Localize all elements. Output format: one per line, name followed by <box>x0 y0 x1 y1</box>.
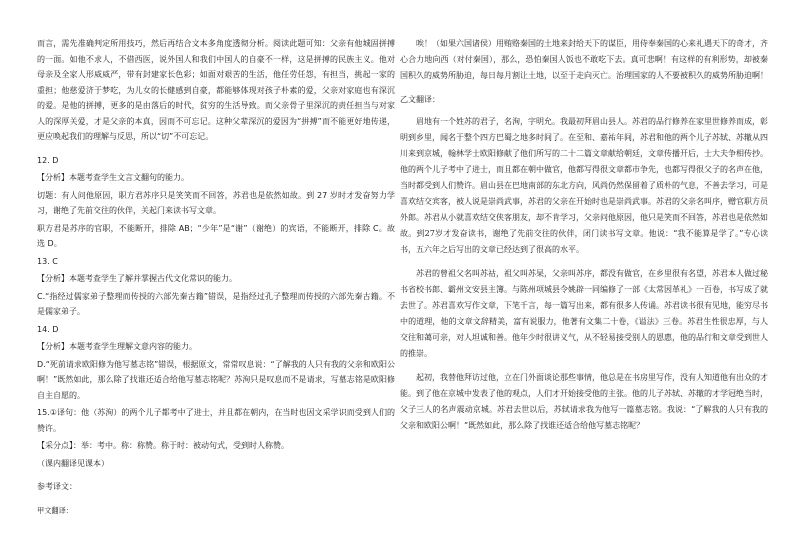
passage-b-paragraph-2: 苏君的曾祖父名叫苏祜，祖父叫苏杲，父亲叫苏序，都没有做官，在乡里很有名望，苏君本人做过秘书省校书郎、霸州文安县主簿。与陈州项城县令姚辟一同编修了一部《太常因革礼》一百卷，书写成了就去世了。苏君喜欢写作文章，下笔千言，每一篇写出来，都有很多人传诵。苏君读书很有见地，能穷尽书中的道理，他的文章文辞精美，富有说服力，他著有文集二十卷，《谥法》三卷。苏君生性很忠厚，与人交往和蔼可亲，对人坦诚和善。他年少时很讲义气，从不轻易接受别人的恩惠，他的品行和文章受到世人的推崇。 <box>400 269 768 358</box>
question-13-analysis: 【分析】本题考查学生了解并掌握古代文化常识的能力。 <box>37 274 237 283</box>
passage-b-paragraph-3: 起初，我替他拜访过他，立在门外面谈论那些事情，他总是在书房里写作，没有人知道他有出众的才能。到了他在京城中发表了他的观点，人们才开始接受他的主张。他的儿子苏轼、苏辙的才学冠绝当时，父子三人的名声震动京城。苏君去世以后，苏轼请求我为他写一篇墓志铭。我说：“了解我的人只有我的父亲和欧阳公啊！”既然如此，那么除了找谁还适合给他写墓志铭呢？ <box>400 373 768 430</box>
passage-a-translation: 唉！（如果六国诸侯）用贿赂秦国的土地来封给天下的谋臣，用侍奉秦国的心来礼遇天下的奇才，齐心合力地向西（对付秦国），那么，恐怕秦国人饭也不敢吃下去。真可悲啊！有这样的有利形势，却被秦国积久的威势所胁迫，每日每月割让土地，以至于走向灭亡。治理国家的人不要被积久的威势所胁迫啊！ <box>400 39 768 80</box>
question-13-number: 13. C <box>37 256 58 266</box>
answer-paragraph-1: 而言，需先准确判定所用技巧，然后再结合文本多角度透彻分析。阅读此题可知：父亲有他城固拼搏的一面。如他不求人，不借西医，说外国人和我们中国人的自豪不一样，这是拼搏的民族主义。他对母亲及全家人形威威严，带有封建家长色彩；如面对艰苦的生活，他任劳任怨，有担当，挑起一家的重担；他慈爱济于梦吃，为儿女的长健感到自豪，都能够体现对孩子朴素的爱，父亲对家庭也有深沉的爱。是他的拼搏，更多的是由落后的时代，贫穷的生活导致。而父亲骨子里深沉的责任担当与对家人的深厚关爱，才是父亲的本真，因而不可忘记。这种父辈深沉的爱因为“拼搏”而不能更好地传递，更应唤起我们的理解与反思，所以“切”不可忘记。 <box>37 39 395 141</box>
question-14-number: 14. D <box>37 324 59 334</box>
question-13-detail: C.“指经过儒家弟子整理而传授的六部先秦古籍”错误，是指经过孔子整理而传授的六部先秦古籍。不是儒家弟子。 <box>37 291 395 316</box>
question-15-scoring-points: 【采分点】：举：考中。称：称赞。称于时：被动句式，受到时人称赞。 <box>37 441 289 450</box>
question-12-number: 12. D <box>37 155 59 165</box>
question-12-detail-2: 职方君是苏序的官职，不能断开，排除 AB；“少年”是“谢”（谢绝）的宾语，不能断开，排除 C。故选 D。 <box>37 223 395 248</box>
question-15-note: （课内翻译见课本） <box>37 458 109 468</box>
left-column <box>37 36 395 536</box>
passage-a-heading: 甲文翻译： <box>37 505 73 515</box>
reference-translation-title: 参考译文： <box>37 482 77 491</box>
right-column <box>400 36 768 536</box>
question-14-analysis: 【分析】本题考查学生理解文意内容的能力。 <box>37 342 197 351</box>
question-12-analysis: 【分析】本题考查学生文言文翻句的能力。 <box>37 173 189 182</box>
question-14-detail: D.“死前请求欧阳修为他写墓志铭”错误，根据原文，常常叹息说：“了解我的人只有我的父亲和欧阳公啊！”既然如此，那么除了找谁还适合给他写墓志铭呢？苏洵只是叹息而不是请求，写墓志铭是欧阳修自主自愿的。 <box>37 359 395 400</box>
question-12-detail-1: 切题：有人问他原因，职方君苏序只是笑笑而不回答，苏君也是依然如故。到 27 岁时才发奋努力学习，谢绝了先前交往的伙伴，关起门来读书写文章。 <box>37 190 395 215</box>
passage-b-heading: 乙文翻译： <box>400 95 440 104</box>
question-15-translation: 15.①译句：他（苏洵）的两个儿子都考中了进士，并且都在朝内，在当时也因文采学识而受到人们的赞许。 <box>37 408 395 433</box>
passage-b-paragraph-1: 眉地有一个姓苏的君子，名洵，字明允。我最初拜眉山县人。苏君的品行修养在家里世修养而成，彰明到乡里，闻名于整个四方巴蜀之地多时间了。在至和、嘉祐年间，苏君和他的两个儿子苏轼、苏辙从四川来到京城，翰林学士欧阳修献了他们所写的二十二篇文章献给朝廷，文章传播开后，士大夫争相传抄。他的两个儿子考中了进士，而且都在朝中做官，他都写得很文章都市争先，也都写得很父子的名声在他，当时都受到人们赞许。眉山县在巴地南部的东北方向，风尚仍然保留着了质朴的气息，不善去学习，可是喜欢结交宾客，被人说是崇尚武事，苏君的父亲在开始时也是崇尚武事。苏君的父亲名叫序，赠官职方员外郎。苏君从小就喜欢结交侠客朋友，却不肯学习，父亲问他原因，他只是笑而不回答，苏君也是依然如故。到27岁才发奋读书，谢绝了先前交往的伙伴，闭门读书写文章。他说：“我不能算是学了。”专心读书，五六年之后写出的文章已经达到了很高的水平。 <box>400 117 768 254</box>
